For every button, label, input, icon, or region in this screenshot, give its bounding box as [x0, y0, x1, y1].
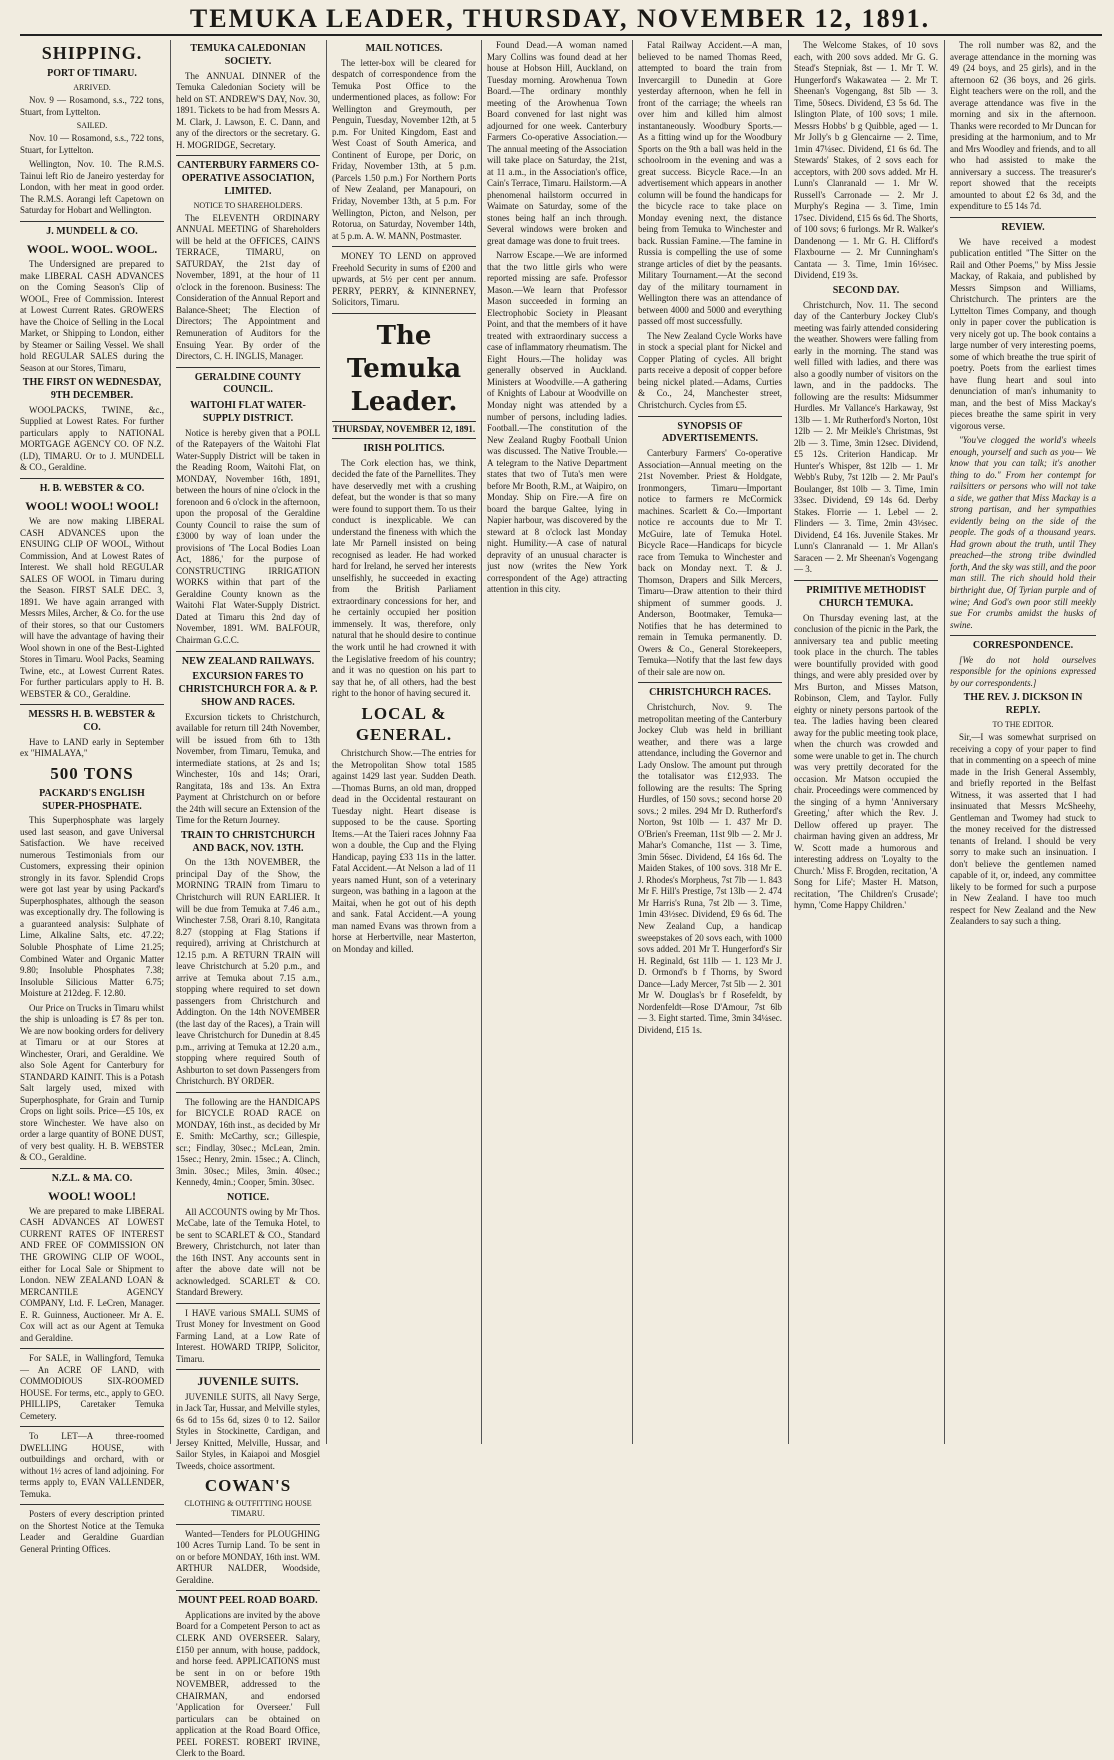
rule [176, 155, 320, 156]
arrived-text: Nov. 9 — Rosamond, s.s., 722 tons, Stuart, from Lyttelton. [20, 95, 164, 117]
money-text: MONEY TO LEND on approved Freehold Security in sums of £200 and upwards, at 5½ per cent per annum. PERRY, PERRY, & KINNERNEY, Solicitors, Timaru. [332, 251, 476, 308]
col4-text-a: Found Dead.—A woman named Mary Collins was found dead at her house at Hobson Hill, Auckland, on Tuesday morning. Arowhenua Town Board.—The ordinary monthly meeting of the Arowhenua Town Board convened for last night was adjourned for one week. Canterbury Farmers Co-operative Association.—The annual meeting of the Association will take place on Saturday, the 21st, at 11 a.m., in the Association's office, Cain's Terrace, Timaru. Hailstorm.—A phenomenal hailstorm occurred in Waimate on Saturday, some of the stones being half an inch through. Several windows were broken and great damage was done to fruit trees. [487, 40, 627, 246]
col7-text-a: The roll number was 82, and the average attendance in the morning was 49 (24 boys, and 25 girls), and in the afternoon 62 (36 boys, and 26 girls. Eight teachers were on the roll, and the average attendance was five in the morning and six in the afternoon. Thanks were recorded to Mr Duncan for presiding at the harmonium, and to Mr and Mrs Woodley and friends, and to all who had assisted to make the anniversary a success. The treasurer's report showed that the receipts amounted to about £2 6s 3d, and the expenditure to £5 14s 7d. [950, 40, 1096, 212]
train-head: TRAIN TO CHRISTCHURCH AND BACK, NOV. 13TH. [180, 829, 316, 854]
waitohi-text: Notice is hereby given that a POLL of the Ratepayers of the Waitohi Flat Water-Supply District will be taken in the Reading Room, Waitohi Flat, on MONDAY, November 16th, 1891, between the hours of nine o'clock in the forenoon and 6 o'clock in the afternoon, upon the proposal of the Geraldine County Council to raise the sum of £3000 by way of loan under the provisions of 'The Local Bodies Loan Act, 1886,' for the purpose of CONSTRUCTING IRRIGATION WORKS within that part of the Geraldine County known as the Waitohi Flat Water-Supply District. Dated at Timaru this 2nd day of November, 1891. WM. BALFOUR, Chairman G.C.C. [176, 427, 320, 645]
review-text: We have received a modest publication entitled "The Sitter on the Rail and Other Poems," by Miss Jessie Mackay, of Rakaia, and published by Messrs Simpson and Williams, Christchurch. The printers are the Lyttelton Times Company, and though only in paper cover the publication is very nicely got up. The book contains a large number of very interesting poems, some of which breathe the true spirit of poetry. Poets from the earliest times have flung heart and soul into denunciation of man's inhumanity to man, and the best of Miss Mackay's pieces breathe the same spirit in very vigorous verse. [950, 236, 1096, 431]
mundell-text-2: WOOLPACKS, TWINE, &c., Supplied at Lowest Rates. For further particulars apply to NATIONAL MORTGAGE AGENCY CO. OF N.Z. (LD), TIMARU. Or to J. MUNDELL & CO., Geraldine. [20, 404, 164, 473]
column-rule [326, 40, 327, 1444]
nzl-head: N.Z.L. & MA. CO. [51, 1172, 133, 1184]
rule [20, 478, 164, 479]
mundell-head: J. MUNDELL & CO. [46, 225, 138, 237]
irish-head: IRISH POLITICS. [363, 442, 445, 454]
farmers-head: CANTERBURY FARMERS CO-OPERATIVE ASSOCIATION, LIMITED. [177, 160, 319, 197]
excursion-text: Excursion tickets to Christchurch, available for return till 24th November, will be issued from 6th to 13th November, from Timaru, Temuka, and intermediate stations, at 2s and 1s; Winchester, 10s and 14s; Orari, Rangitata, 18s and 13s. An Extra Payment at Christchurch on or before the 24th will secure an Extension of the Time for the Return Journey. [176, 711, 320, 826]
rule [638, 416, 782, 417]
column-3 [332, 40, 476, 1444]
second-day-text: Christchurch, Nov. 11. The second day of the Canterbury Jockey Club's meeting was fairly attended considering the weather. Showers were falling from early in the morning. The stand was well filled with ladies, and there was also a goodly number of visitors on the lawn, and in the paddocks. The following are the results: Midsummer Hurdles. Mr Vallance's Harkaway, 9st 13lb — 1. Mr Rutherford's Norton, 10st 12lb — 2. Mr Meikle's Christmas, 9st 2lb — 3. Time, 3min 12sec. Dividend, £5 12s. Criterion Handicap. Mr Hunter's Whisper, 8st 12lb — 1. Mr Webb's Ruby, 7st 12lb — 2. Mr Paul's Boulanger, 8st 10lb — 3. Time, 1min 33sec. Dividend, £9 14s 6d. Derby Stakes. Florrie — 1. Lebel — 2. Flinders — 3. Time, 2min 43½sec. Dividend, £4 16s. Juvenile Stakes. Mr Lunn's Clanranald — 1. Mr Allan's Saracen — 2. Mr Sheenan's Vogengang — 3. [794, 299, 938, 575]
wool2-title: WOOL! WOOL! [47, 1188, 137, 1203]
excursion-head: EXCURSION FARES TO CHRISTCHURCH FOR A. & P. SHOW AND RACES. [178, 671, 318, 708]
juvenile-head: JUVENILE SUITS. [197, 1374, 299, 1389]
rule [332, 313, 476, 314]
col5-text-b: The New Zealand Cycle Works have in stock a special plant for Nickel and Copper Plating of cycles. All bright parts receive a deposit of copper before being nickel plated.—Adams, Curties & Co., 24, Manchester street, Christchurch. Cycles from £5. [638, 330, 782, 410]
caledonian-head: TEMUKA CALEDONIAN SOCIETY. [190, 43, 306, 67]
shipping-title: SHIPPING. [41, 43, 143, 63]
cowans-head: COWAN'S [204, 1476, 292, 1496]
to-editor: TO THE EDITOR. [992, 720, 1054, 729]
first-sale: THE FIRST ON WEDNESDAY, 9TH DECEMBER. [22, 377, 162, 402]
review-head: REVIEW. [1001, 221, 1045, 233]
rule [176, 1524, 320, 1525]
waitohi-head: WAITOHI FLAT WATER-SUPPLY DISTRICT. [190, 400, 306, 424]
messrs-head: MESSRS H. B. WEBSTER & CO. [28, 709, 156, 734]
col5-text-a: Fatal Railway Accident.—A man, believed to be named Thomas Reed, attempted to board the train from Invercargill to Dunedin at Gore yesterday afternoon, when he fell in front of the carriage; the wheels ran over him and killed him almost instantaneously. Woodbury Sports.—As a fitting wind up for the Woodbury Sports on the 9th a ball was held in the schoolroom in the evening and was a great success. Bicycle Race.—In an advertisement which appears in another column will be found the handicaps for the bicycle race to take place on Monday evening next, the distance being from Temuka to Winchester and back. Russian Famine.—The famine in Russia is compelling the use of some strange articles of diet by the peasants. Military Tournament.—At the second day of the military tournament in Wellington there was an attendance of between 4000 and 5000 and everything passed off most successfully. [638, 40, 782, 327]
tripp-text: I HAVE various SMALL SUMS of Trust Money for Investment on Good Farming Land, at a Low Rate of Interest. HOWARD TRIPP, Solicitor, Timaru. [176, 1307, 320, 1364]
masthead-rule [20, 34, 1102, 36]
irish-text: The Cork election has, we think, decided the fate of the Parnellites. They have deservedly met with a crushing defeat, but the wonder is that so many were found to support them. To us their conduct is inexplicable. We can understand the fineness with which the late Mr Parnell insisted on being recognised as leader. He had worked hard for Ireland, he served her interests unselfishly, he succeeded in exacting from the British Parliament extraordinary concessions for her, and he certainly occupied her position immensely. It was, therefore, only natural that he should desire to continue the work until he had crowned it with the Legislative freedom of his country; and it was no question on his part to say that he, of all others, had the best right to the honor of having secured it. [332, 457, 476, 699]
wellington-text: Wellington, Nov. 10. The R.M.S. Tainui left Rio de Janeiro yesterday for London, with her meat in good order. The R.M.S. Aorangi left Capetown on Saturday for Hobart and Wellington. [20, 159, 164, 216]
sailed-text: Nov. 10 — Rosamond, s.s., 722 tons, Stuart, for Lyttelton. [20, 133, 164, 155]
rule [638, 682, 782, 683]
rule [176, 1369, 320, 1370]
races-head: CHRISTCHURCH RACES. [649, 687, 771, 699]
railways-head: NEW ZEALAND RAILWAYS. [181, 655, 315, 667]
mountpeel-text: Applications are invited by the above Board for a Competent Person to act as CLERK AND OVERSEER. Salary, £150 per annum, with house, paddock, and horse feed. APPLICATIONS must be sent in on or before 19th NOVEMBER, addressed to the CHAIRMAN, and endorsed 'Application for Overseer.' Full particulars can be obtained on application at the Road Board Office, PEEL FOREST. ROBERT IRVINE, Clerk to the Board. [176, 1609, 320, 1759]
methodist-head: PRIMITIVE METHODIST CHURCH TEMUKA. [806, 585, 926, 609]
rule [950, 635, 1096, 636]
poem-text: "You've clogged the world's wheels enough, yourself and such as you— We know that you can talk; it's another thing to do." From her contempt for railsitters or persons who will not take a side, we gather that Miss Mackay is a strong partisan, and her sympathies evidently being on the side of the people. The gods of a thousand years. Had grown about the truth, until They preached—the strong tribe dwindled forth, And the sky was still, and the poor man still. The rich should hold their birthright due, Of Tyrian purple and of wine; And God's own poor still meekly sue For crumbs amidst the husks of swine. [950, 435, 1096, 630]
paper-date: THURSDAY, NOVEMBER 12, 1891. [332, 421, 476, 439]
rule [20, 221, 164, 222]
sailed-label: SAILED. [76, 121, 108, 131]
dickson-text: Sir,—I was somewhat surprised on receiving a copy of your paper to find that in commenting on a speech of mine made in the Irish General Assembly, and briefly reported in the Belfast Witness, it was asserted that I had insinuated that Messrs McSheehy, Gentleman and Twomey had stuck to the money received for the distressed tenants of Ireland. I should be very sorry to make such an insinuation. I don't believe the gentlemen named capable of it, or, indeed, any committee likely to be formed for such a purpose in New Zealand. I have too much respect for New Zealand and the New Zealanders to say such a thing. [950, 732, 1096, 927]
train-text: On the 13th NOVEMBER, the principal Day of the Show, the MORNING TRAIN from Timaru to Christchurch will RUN EARLIER. It will be due from Temuka at 7.46 a.m., Winchester 7.58, Orari 8.10, Rangitata 8.27 (stopping at Flag Stations if required), arriving at Christchurch at 12.15 p.m. A RETURN TRAIN will leave Christchurch at 5.20 p.m., and arrive at Temuka about 7.15 a.m., stopping where required to set down passengers from Christchurch and Addington. On the 14th NOVEMBER (the last day of the Races), a Train will leave Christchurch for Dunedin at 8.45 p.m., arriving at Temuka at 12.20 a.m., stopping where required South of Ashburton to set down Passengers from Christchurch. BY ORDER. [176, 857, 320, 1087]
packard-text-2: Our Price on Trucks in Timaru whilst the ship is unloading is £7 8s per ton. We are now booking orders for delivery at Timaru or at our Stores at Winchester, Orari, and Geraldine. We also Sole Agent for Canterbury for STANDARD KAINIT. This is a Potash Salt largely used, mixed with Superphosphate, for Grain and Turnip Crops on light soils. Price—£5 10s, ex store Winchester. We have also on order a large quantity of BONE DUST, of very best quality. H. B. WEBSTER & CO., Geraldine. [20, 1002, 164, 1163]
column-rule [170, 40, 171, 1444]
synopsis-head: SYNOPSIS OF ADVERTISEMENTS. [661, 420, 759, 445]
synopsis-text: Canterbury Farmers' Co-operative Association—Annual meeting on the 21st November. Priest & Holdgate, Ironmongers, Timaru—Important notice to farmers re McCormick machines. Scarlett & Co.—Important notice re accounts due to Mr T. McGuire, late of Temuka Hotel. Bicycle Race—Handicaps for bicycle race from Temuka to Winchester and back on Monday next. T. & J. Thomson, Drapers and Silk Mercers, Timaru—Draw attention to their third shipment of summer goods. J. Anderson, Bootmaker, Temuka—Notifies that he has determined to remain in Temuka permanently. D. Owers & Co., General Storekeepers, Temuka—Notify that the last few days of their sale are now on. [638, 448, 782, 677]
methodist-text: On Thursday evening last, at the conclusion of the picnic in the Park, the anniversary tea and public meeting took place in the church. The tables were bountifully provided with good things, and were ably presided over by Mrs Burton, and Misses Matson, Robinson, Clem, and Taylor. Fully eighty or ninety persons partook of the tea. The ladies having been cleared away for the public meeting took place, when the church was crowded and some were unable to get in. The church was very prettily decorated for the occasion. Mr Matson occupied the chair. Proceedings were commenced by the singing of a hymn 'Anniversary Greeting,' after which the Rev. J. Dellow offered up prayer. The chairman having given an address, Mr W. Scott made a humorous and interesting address on 'Loyalty to the Church.' Miss F. Brogden, recitation, 'A Song for Life'; Master H. Matson, recitation, 'The Children's Crusade'; hymn, 'Come Happy Children.' [794, 612, 938, 911]
notice-head: NOTICE. [227, 1191, 269, 1203]
column-rule [632, 40, 633, 1444]
rule [20, 1504, 164, 1505]
rule [20, 1348, 164, 1349]
column-rule [788, 40, 789, 1444]
second-day-head: SECOND DAY. [832, 284, 900, 296]
column-2 [176, 40, 320, 1759]
corresp-note: [We do not hold ourselves responsible for the opinions expressed by our correspondents.] [950, 654, 1096, 688]
rule [20, 1168, 164, 1169]
rule [20, 1426, 164, 1427]
mountpeel-head: MOUNT PEEL ROAD BOARD. [178, 1595, 318, 1607]
arrived-label: ARRIVED. [73, 82, 111, 92]
packard-text: This Superphosphate was largely used last season, and gave Universal Satisfaction. We have received numerous Testimonials from our Customers, expressing their opinion strongly in its favor. Splendid Crops were got last year by using Packard's Superphosphates, although the season was exceptionally dry. The following is a guaranteed analysis: Sulphate of Lime, Alkaline Salts, etc. 47.22; Soluble Phosphate of Lime 21.25; Combined Water and Organic Matter 9.80; Insoluble Phosphates 7.38; Insoluble Silicious Matter 6.75; Moisture at 212deg. F. 12.80. [20, 815, 164, 999]
racing-text: The Welcome Stakes, of 10 sovs each, with 200 sovs added. Mr G. G. Stead's Stepniak, 8st — 1. Mr T. W. Hungerford's Wakawatea — 2. Mr T. Sheenan's Vogengang, 8st 5lb — 3. Time, 50secs. Dividend, £3 5s 6d. The Islington Plate, of 100 sovs; 1 mile. Messrs Hobbs' b g Quibble, aged — 1. Mr Jolly's b g Glencairne — 2. Time, 1min 47¼sec. Dividend, £1 6s 6d. The Stewards' Stakes, of 2 sovs each for acceptors, with 200 sovs added. Mr H. Lunn's Clanranald — 1. Mr W. Russell's Carronade — 2. Mr J. Murphy's Regina — 3. Time, 1min 17sec. Dividend, £15 6s 6d. The Shorts, of 100 sovs; 6 furlongs. Mr R. Walker's Dandenong — 1. Mr G. H. Clifford's Flaxbourne — 2. Mr Cunningham's Cantata — 3. Time, 1min 16½sec. Dividend, £19 3s. [794, 40, 938, 281]
rule [20, 704, 164, 705]
column-rule [481, 40, 482, 1444]
mundell-text: The Undersigned are prepared to make LIBERAL CASH ADVANCES on the Coming Season's Clip of WOOL, Free of Commission. Interest at Lowest Current Rates. GROWERS have the Choice of Selling in the Local Market, or Shipping to London, either by Steamer or Sailing Vessel. We shall hold REGULAR SALES during the Season at our Stores, Timaru, [20, 259, 164, 373]
rule [794, 580, 938, 581]
column-1 [20, 40, 164, 1554]
rule [176, 367, 320, 368]
notice-shareholders: NOTICE TO SHAREHOLDERS. [193, 200, 303, 210]
farmers-text: The ELEVENTH ORDINARY ANNUAL MEETING of Shareholders will be held at the OFFICES, CAIN'S TERRACE, TIMARU, on SATURDAY, the 21st day of November, 1891, at the hour of 11 o'clock in the forenoon. Business: The Consideration of the Annual Report and Balance-Sheet; The Election of Directors; The Appointment and Remuneration of Auditors for the Ensuing Year. By order of the Directors, C. H. INGLIS, Manager. [176, 212, 320, 362]
rule [332, 246, 476, 247]
caledonian-text: The ANNUAL DINNER of the Temuka Caledonian Society will be held on ST. ANDREW'S DAY, Nov. 30, 1891. Tickets to be had from Messrs A. M. Clark, J. Lawson, E. C. Dann, and any of the directors or the secretary. G. H. MOGRIDGE, Secretary. [176, 70, 320, 150]
dickson-head: THE REV. J. DICKSON IN REPLY. [963, 692, 1083, 717]
geraldine-head: GERALDINE COUNTY COUNCIL. [194, 371, 302, 396]
tons-title: 500 TONS [50, 763, 134, 783]
let-text: To LET—A three-roomed DWELLING HOUSE, with outbuildings and orchard, with or without 1½ acres of land adjoining. For terms apply to, EVAN VALLENDER, Temuka. [20, 1431, 164, 1499]
local-text: Christchurch Show.—The entries for the Metropolitan Show total 1585 against 1429 last year. Sudden Death.—Thomas Burns, an old man, dropped dead in the Occidental restaurant on Tuesday night. Heart disease is supposed to be the cause. Sporting Items.—At the Taieri races Johnny Faa won a double, the Cup and the Flying Handicap, paying £33 11s in the latter. Fatal Accident.—At Nelson a lad of 11 years named Hunt, son of a veterinary surgeon, was bathing in a lagoon at the Maitai, when he got out of his depth and sank. Fatal Accident.—A young man named Evans was thrown from a horse at Herbertville, near Masterton, on Monday and killed. [332, 748, 476, 954]
col4-text-b: Narrow Escape.—We are informed that the two little girls who were reported missing are safe. Professor Mason.—We learn that Professor Mason succeeded in forming an Electrophobic Society in Pleasant Point, and that the members of it have treated with extraordinary success a case of inflammatory rheumatism. The Eight Hours.—The holiday was generally observed in Auckland. Ministers at Woodville.—A gathering of Knights of Labour at Woodville on Monday night was attended by a number of persons, including ladies. Football.—The constitution of the New Zealand Rugby Football Union was discussed. The Native Trouble.—A telegram to the Native Department states that two of Tuta's men were before Mr Booth, R.M., at Waipiro, on Monday. Ship on Fire.—A fire on board the barque Galtee, lying in Napier harbour, was discovered by the steward at 8 o'clock last Monday night. Humility.—A case of natural depravity of an unusual character is just now (writes the New York correspondent of the Age) attracting attention in this city. [487, 250, 627, 595]
notice-text: All ACCOUNTS owing by Mr Thos. McCabe, late of the Temuka Hotel, to be sent to SCARLET & CO., Standard Brewery, Christchurch, not later than the 16th INST. Any accounts sent in after the above date will not be acknowledged. SCARLET & CO. Standard Brewery. [176, 1206, 320, 1298]
rule [176, 651, 320, 652]
races-text: Christchurch, Nov. 9. The metropolitan meeting of the Canterbury Jockey Club was held in brilliant weather, and there was a large attendance, including the Governor and Lady Onslow. The amount put through the totalisator was £12,933. The following are the results: The Spring Hurdles, of 150 sovs.; second horse 20 sovs.; 2 miles. 294 Mr D. Rutherford's Norton, 9st 10lb — 1. 437 Mr D. O'Brien's Freeman, 11st 9lb — 2. Mr J. Mahar's Comanche, 11st — 3. Time, 3min 56sec. Dividend, £4 16s 6d. The Maiden Stakes, of 100 sovs. 318 Mr E. J. Rhodes's Morpheus, 7st 7lb — 1. 843 Mr F. Hill's Prestige, 7st 13lb — 2. 474 Mr Harris's Runa, 7st 2lb — 3. Time, 1min 43½sec. Dividend, £9 6s 6d. The New Zealand Cup, a handicap sweepstakes of 20 sovs each, with 1000 sovs added. 201 Mr T. Hungerford's Sir H. Reginald, 6st 11lb — 1. 123 Mr J. D. Ormond's b f Thorns, by Sword Dance—Lady Mercer, 7st 5lb — 2. 301 Mr W. Douglas's br f Rosefeldt, by Nordenfeldt—Rose D'Amour, 7st 6lb — 3. Eight started. Time, 3min 34¼sec. Dividend, £15 1s. [638, 702, 782, 1035]
mail-head: MAIL NOTICES. [365, 43, 443, 54]
paper-title: The Temuka Leader. [346, 320, 462, 418]
webster-head: H. B. WEBSTER & CO. [39, 482, 145, 494]
handicaps-text: The following are the HANDICAPS for BICYCLE ROAD RACE on MONDAY, 16th inst., as decided by Mr E. Smith: McCarthy, scr.; Gillespie, scr.; Findlay, 30sec.; McLean, 2min. 15sec.; Henry, 2min. 15sec.; A. Clinch, 3min. 30sec.; Miles, 3min. 40sec.; Kennedy, 4min.; Cooper, 5min. 30sec. [176, 1096, 320, 1188]
column-5 [638, 40, 782, 1444]
juvenile-text: JUVENILE SUITS, all Navy Serge, in Jack Tar, Hussar, and Melville styles, 6s 6d to 15s 6d, sizes 0 to 12. Sailor Styles in Stockinette, Cardigan, and Jersey Knitted, Melville, Hussar, and Sailor Styles, in Kaiapoi and Mosgiel Tweeds, choice assortment. [176, 1391, 320, 1471]
rule [176, 1092, 320, 1093]
column-6 [794, 40, 938, 1444]
column-rule [944, 40, 945, 1444]
posters-text: Posters of every description printed on the Shortest Notice at the Temuka Leader and Geraldine Guardian General Printing Offices. [20, 1509, 164, 1554]
packard-title: PACKARD'S ENGLISH SUPER-PHOSPHATE. [39, 787, 145, 812]
mail-text: The letter-box will be cleared for despatch of correspondence from the Temuka Post Office to the undermentioned places, as follow: For Wellington and Greymouth, per Penguin, Tuesday, November 12th, at 5 p.m. For United Kingdom, East and West Coast of South America, and Continent of Europe, per Doric, on Friday, November 13th, at 5 p.m. (Parcels 1.50 p.m.) For Northern Ports of New Zealand, per Manapouri, on Friday, November 13th, at 5 p.m. For Wellington, Picton, and Nelson, per Rotorua, on Saturday, November 14th, at 5 p.m. A. W. MANN, Postmaster. [332, 57, 476, 241]
messrs-text: Have to LAND early in September ex "HIMALAYA," [20, 736, 164, 759]
sale-text: For SALE, in Wallingford, Temuka— An ACRE OF LAND, with COMMODIOUS SIX-ROOMED HOUSE. For terms, etc., apply to GEO. PHILLIPS, Caretaker Temuka Cemetery. [20, 1353, 164, 1421]
webster-text: We are now making LIBERAL CASH ADVANCES upon the ENSUING CLIP OF WOOL, Without Commission, And at Lowest Rates of Interest. We shall hold REGULAR SALES OF WOOL in Timaru during the Season. FIRST SALE DEC. 3, 1891. We have again arranged with Messrs Miles, Archer, & Co. for the use of their stores, so that our Customers will have the advantage of having their Wool shown in one of the Best-Lighted Stores in Timaru. Wool Packs, Seaming Twine, etc., at Lowest Current Rates. For further particulars apply to H. B. WEBSTER & CO., Geraldine. [20, 516, 164, 699]
nzl-text: We are prepared to make LIBERAL CASH ADVANCES AT LOWEST CURRENT RATES OF INTEREST AND FREE OF COMMISSION ON THE GROWING CLIP OF WOOL, either for Local Sale or Shipment to London. NEW ZEALAND LOAN & MERCANTILE AGENCY COMPANY, Ltd. F. LeCren, Manager. E. R. Guinness, Auctioneer. Mr A. E. Cox will act as our Agent at Temuka and Geraldine. [20, 1205, 164, 1343]
rule [176, 1303, 320, 1304]
column-7 [950, 40, 1096, 1444]
cowans-sub: CLOTHING & OUTFITTING HOUSE TIMARU. [184, 1499, 312, 1519]
wool-title: WOOL. WOOL. WOOL. [26, 241, 158, 256]
port-title: PORT OF TIMARU. [47, 68, 137, 80]
wanted-text: Wanted—Tenders for PLOUGHING 100 Acres Turnip Land. To be sent in on or before MONDAY, 16th inst. WM. ARTHUR NALDER, Woodside, Geraldine. [176, 1528, 320, 1585]
column-4 [487, 40, 627, 1444]
corresp-head: CORRESPONDENCE. [972, 640, 1074, 652]
local-head: LOCAL & GENERAL. [355, 703, 453, 745]
wool3-title: WOOL! WOOL! WOOL! [25, 498, 159, 513]
rule [176, 1590, 320, 1591]
masthead: TEMUKA LEADER, THURSDAY, NOVEMBER 12, 1891. [189, 4, 931, 33]
rule [950, 217, 1096, 218]
